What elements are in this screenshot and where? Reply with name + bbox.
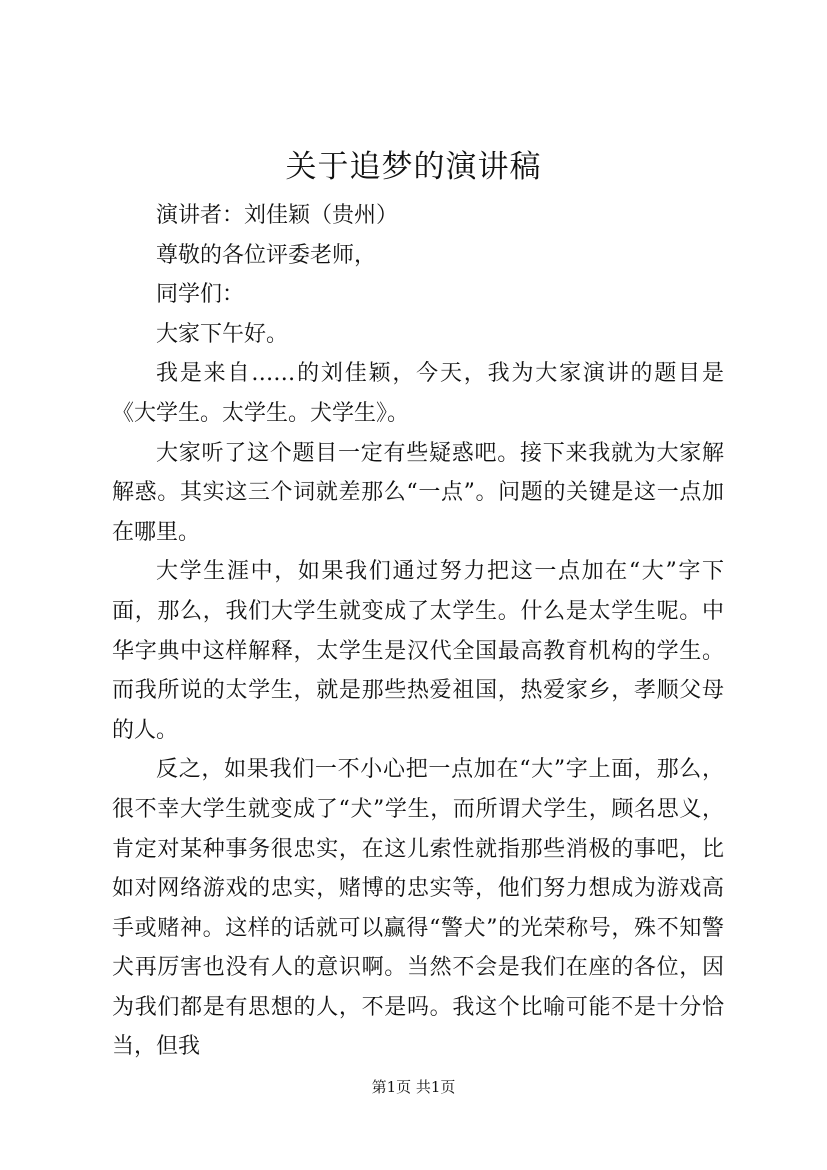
salutation-judges: 尊敬的各位评委老师， (156, 242, 377, 268)
paragraph-question: 大家听了这个题目一定有些疑惑吧。接下来我就为大家解解惑。其实这三个词就差那么“一点”。问题的关键是这一点加在哪里。 (112, 440, 724, 545)
salutation-classmates: 同学们： (156, 282, 245, 308)
document-body (112, 196, 724, 1067)
page-number-footer: 第1页 共1页 (371, 1078, 456, 1096)
paragraph-tai-xuesheng: 大学生涯中，如果我们通过努力把这一点加在“大”字下面，那么，我们大学生就变成了太学生。什么是太学生呢。中华字典中这样解释，太学生是汉代全国最高教育机构的学生。而我所说的太学生，就是那些热爱祖国，热爱家乡，孝顺父母的人。 (112, 559, 724, 743)
greeting: 大家下午好。 (156, 321, 289, 347)
document-title: 关于追梦的演讲稿 (285, 149, 542, 185)
speaker-line: 演讲者：刘佳颖（贵州） (156, 203, 399, 228)
paragraph-quan-xuesheng: 反之，如果我们一不小心把一点加在“大”字上面，那么，很不幸大学生就变成了“犬”学生，而所谓犬学生，顾名思义，肯定对某种事务很忠实，在这儿索性就指那些消极的事吧，比如对网络游戏的忠实，赌博的忠实等，他们努力想成为游戏高手或赌神。这样的话就可以赢得“警犬”的光荣称号，殊不知警犬再厉害也没有人的意识啊。当然不会是我们在座的各位，因为我们都是有思想的人，不是吗。我这个比喻可能不是十分恰当，但我 (112, 757, 724, 1060)
paragraph-intro: 我是来自……的刘佳颖，今天，我为大家演讲的题目是《大学生。太学生。犬学生》。 (112, 361, 724, 426)
